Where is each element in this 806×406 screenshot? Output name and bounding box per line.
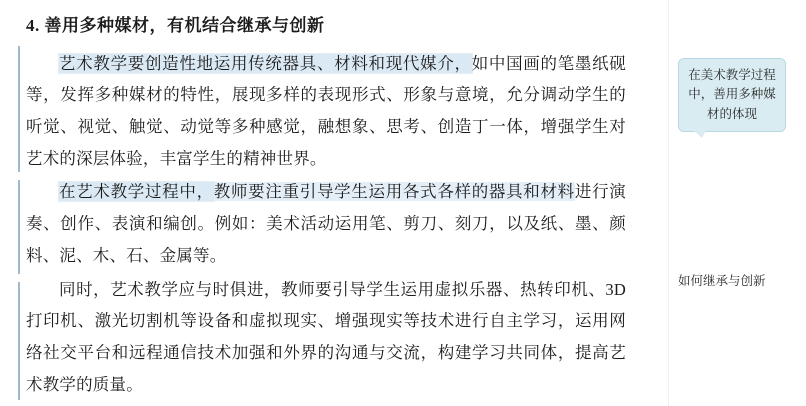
paragraph-3 bbox=[26, 274, 626, 401]
comment-callout-1[interactable]: 在美术教学过程中，善用多种媒材的体现 bbox=[678, 58, 786, 132]
edit-marker-bar-3 bbox=[18, 282, 20, 400]
paragraph-2-highlight-lead: 在艺术教学过程中， bbox=[59, 182, 214, 202]
section-heading: 4. 善用多种媒材，有机结合继承与创新 bbox=[26, 16, 325, 35]
comment-note-2[interactable]: 如何继承与创新 bbox=[678, 274, 766, 288]
paragraph-1-highlight: 艺术教学要创造性地运用传统器具、材料和现代媒介， bbox=[59, 53, 472, 73]
annotation-column bbox=[660, 0, 806, 406]
edit-marker-bar-1 bbox=[18, 46, 20, 172]
edit-marker-bar-2 bbox=[18, 180, 20, 274]
paragraph-2-highlight-mid: 教师要注重引导学生运用各式各样的器具和材料 bbox=[213, 182, 575, 202]
paragraph-2-body: 进行演奏、创作、表演和编创。例如：美术活动运用笔、剪刀、刻刀，以及纸、墨、颜料、泥、木、石、金属等。 bbox=[26, 182, 626, 265]
paragraph-1-body: 如中国画的笔墨纸砚等，发挥多种媒材的特性，展现多样的表现形式、形象与意境，允分调动学生的听觉、视觉、触觉、动觉等多种感觉，融想象、思考、创造丁一体，增强学生对艺术的深层体验，丰富学生的精神世界。 bbox=[26, 53, 626, 168]
paragraph-2 bbox=[26, 176, 626, 271]
paragraph-1 bbox=[26, 48, 626, 175]
paragraph-3-body: 同时，艺术教学应与时俱进，教师要引导学生运用虚拟乐器、热转印机、3D打印机、激光切割机等设备和虚拟现实、增强现实等技术进行自主学习，运用网络社交平台和远程通信技术加强和外界的沟通与交流，构建学习共同体，提高艺术教学的质量。 bbox=[26, 279, 626, 394]
